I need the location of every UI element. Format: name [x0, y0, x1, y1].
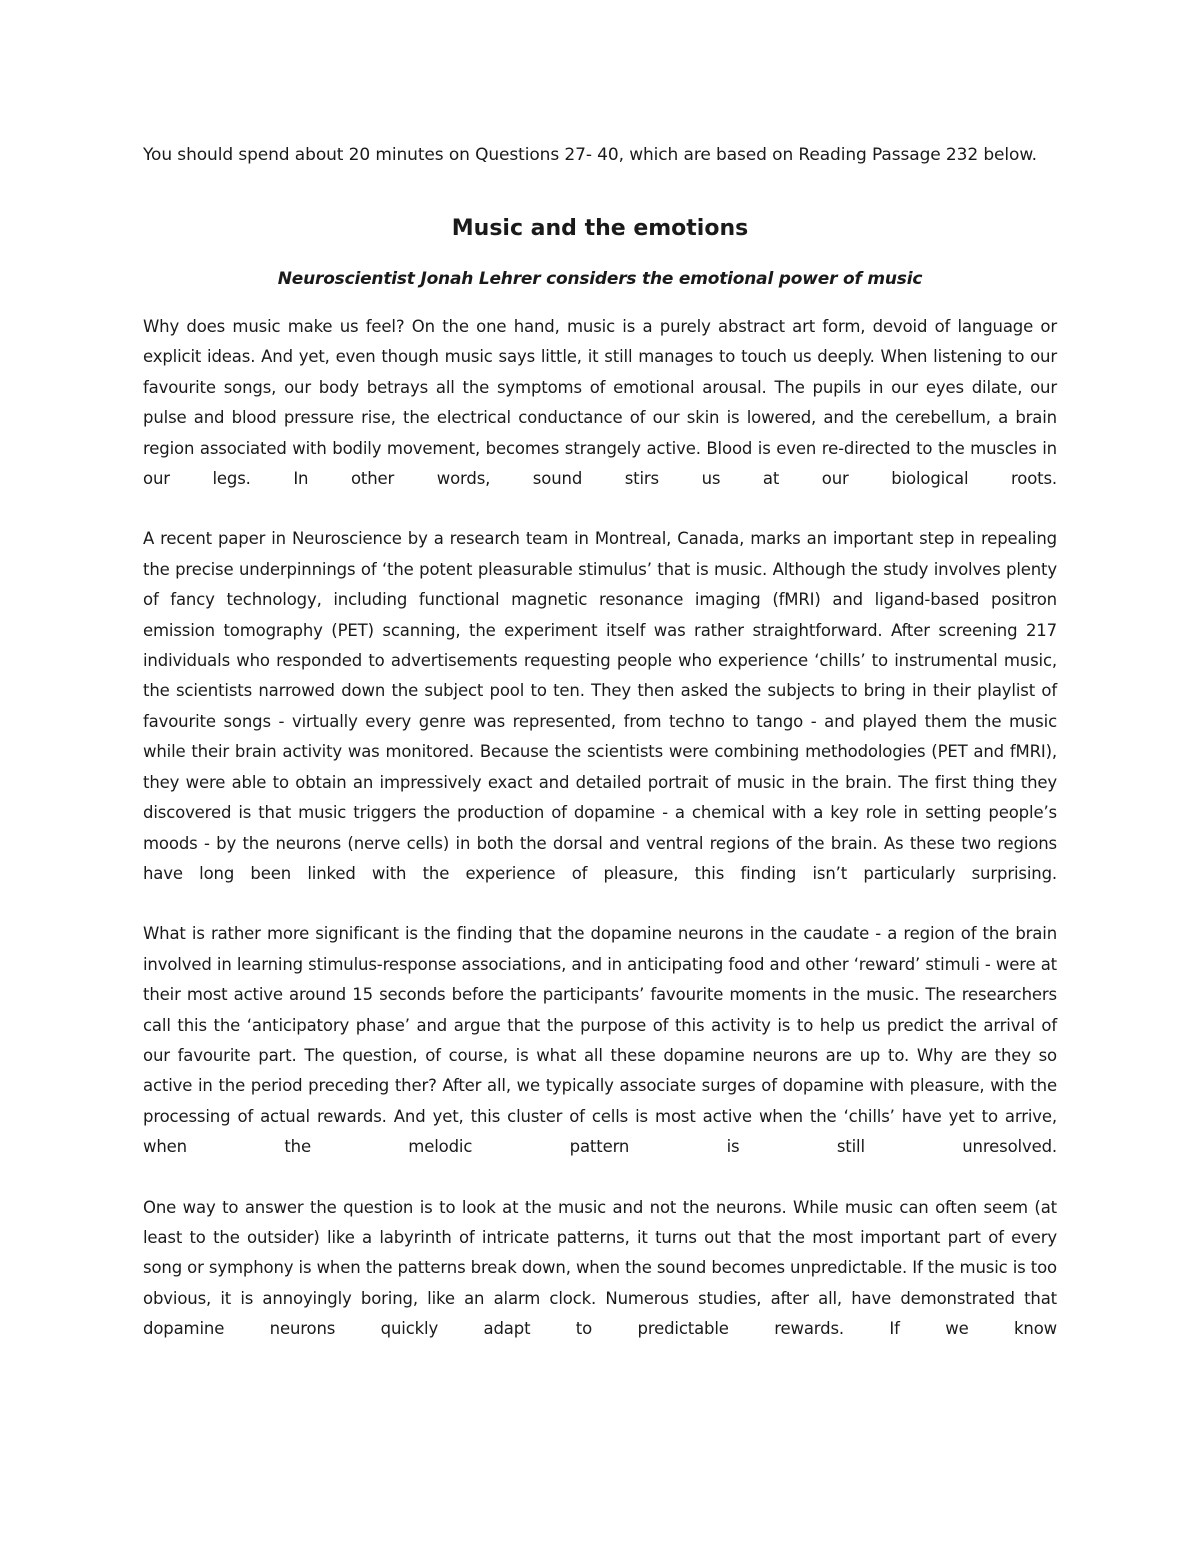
instructions-text: You should spend about 20 minutes on Questions 27- 40, which are based on Reading Passage 232 below.: [143, 145, 1037, 165]
paragraph-1: Why does music make us feel? On the one hand, music is a purely abstract art form, devoid of language or explicit ideas. And yet, even though music says little, it still manages to touch us deeply. When listening to our favourite songs, our body betrays all the symptoms of emotional arousal. The pupils in our eyes dilate, our pulse and blood pressure rise, the electrical conductance of our skin is lowered, and the cerebellum, a brain region associated with bodily movement, becomes strangely active. Blood is even re-directed to the muscles in our legs. In other words, sound stirs us at our biological roots.: [143, 317, 1057, 489]
paragraph-4: One way to answer the question is to look at the music and not the neurons. While music can often seem (at least to the outsider) like a labyrinth of intricate patterns, it turns out that the most important part of every song or symphony is when the patterns break down, when the sound becomes unpredictable. If the music is too obvious, it is annoyingly boring, like an alarm clock. Numerous studies, after all, have demonstrated that dopamine neurons quickly adapt to predictable rewards. If we know: [143, 1197, 1057, 1339]
document-page: [143, 140, 1057, 1345]
paragraph-3: What is rather more significant is the finding that the dopamine neurons in the caudate - a region of the brain involved in learning stimulus-response associations, and in anticipating food and other ‘reward’ stimuli - were at their most active around 15 seconds before the participants’ favourite moments in the music. The researchers call this the ‘anticipatory phase’ and argue that the purpose of this activity is to help us predict the arrival of our favourite part. The question, of course, is what all these dopamine neurons are up to. Why are they so active in the period preceding ther? After all, we typically associate surges of dopamine with pleasure, with the processing of actual rewards. And yet, this cluster of cells is most active when the ‘chills’ have yet to arrive, when the melodic pattern is still unresolved.: [143, 924, 1057, 1157]
article-title: Music and the emotions: [451, 216, 749, 241]
paragraph-2: A recent paper in Neuroscience by a research team in Montreal, Canada, marks an important step in repealing the precise underpinnings of ‘the potent pleasurable stimulus’ that is music. Although the study involves plenty of fancy technology, including functional magnetic resonance imaging (fMRI) and ligand-based positron emission tomography (PET) scanning, the experiment itself was rather straightforward. After screening 217 individuals who responded to advertisements requesting people who experience ‘chills’ to instrumental music, the scientists narrowed down the subject pool to ten. They then asked the subjects to bring in their playlist of favourite songs - virtually every genre was represented, from techno to tango - and played them the music while their brain activity was monitored. Because the scientists were combining methodologies (PET and fMRI), they were able to obtain an impressively exact and detailed portrait of music in the brain. The first thing they discovered is that music triggers the production of dopamine - a chemical with a key role in setting people’s moods - by the neurons (nerve cells) in both the dorsal and ventral regions of the brain. As these two regions have long been linked with the experience of pleasure, this finding isn’t particularly surprising.: [143, 529, 1057, 883]
article-subtitle: Neuroscientist Jonah Lehrer considers the emotional power of music: [277, 269, 923, 289]
